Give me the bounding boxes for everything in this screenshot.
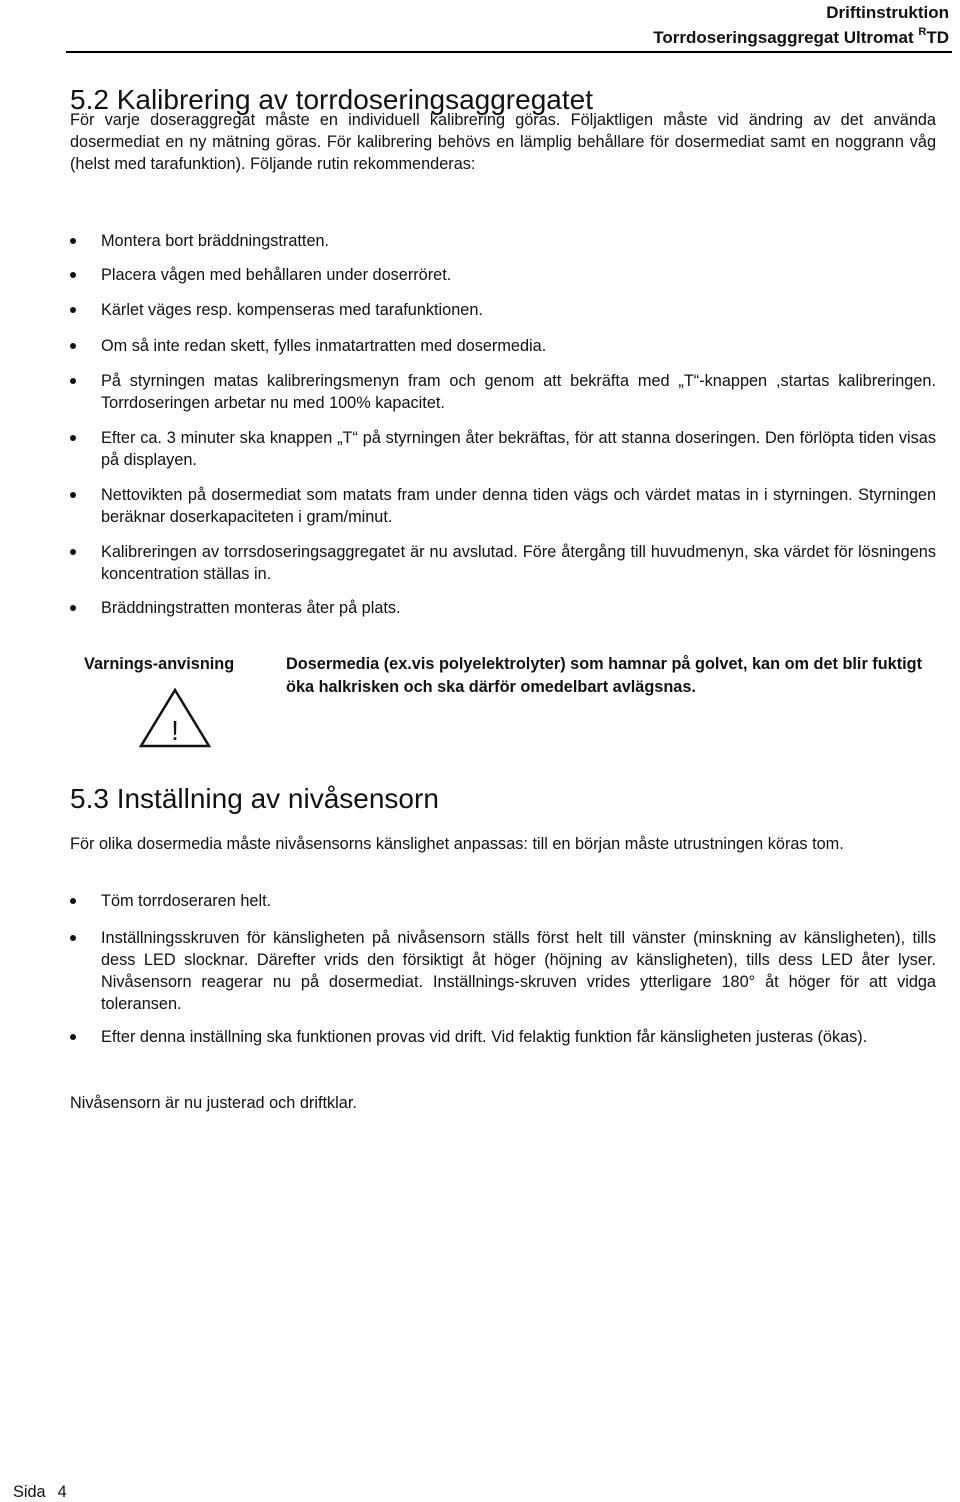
list-item: Placera vågen med behållaren under doserröret. xyxy=(70,264,936,286)
bullet-dot xyxy=(70,549,76,555)
bullet-dot xyxy=(70,435,76,441)
bullet-dot xyxy=(70,307,76,313)
warning-text: Dosermedia (ex.vis polyelektrolyter) som hamnar på golvet, kan om det blir fuktigt öka halkrisken och ska därför omedelbart avlägsnas. xyxy=(286,655,923,696)
page-label: Sida xyxy=(13,1483,46,1501)
product-suffix: TD xyxy=(926,28,949,47)
list-item: Kärlet väges resp. kompenseras med tarafunktionen. xyxy=(70,299,936,321)
page-number: 4 xyxy=(57,1483,67,1501)
section-5-3-intro: För olika dosermedia måste nivåsensorns känslighet anpassas: till en början måste utrustningen köras tom. xyxy=(70,835,844,853)
doc-type: Driftinstruktion xyxy=(826,3,949,22)
list-item: Nettovikten på dosermediat som matats fram under denna tiden vägs och värdet matas in i styrningen. Styrningen beräknar doserkapaciteten i gram/minut. xyxy=(70,484,936,528)
section-5-3-closing: Nivåsensorn är nu justerad och driftklar. xyxy=(70,1094,357,1112)
header-rule xyxy=(66,51,952,53)
bullet-dot xyxy=(70,343,76,349)
bullet-dot xyxy=(70,1034,76,1040)
list-item: Kalibreringen av torrsdoseringsaggregatet är nu avslutad. Före återgång till huvudmenyn, ska värdet för lösningens koncentration ställas in. xyxy=(70,541,936,585)
list-item: Efter ca. 3 minuter ska knappen „T“ på styrningen åter bekräftas, för att stanna doseringen. Den förlöpta tiden visas på displayen. xyxy=(70,427,936,471)
section-5-2-title: 5.2 Kalibrering av torrdoseringsaggregatet xyxy=(70,84,593,115)
registered-mark: R xyxy=(918,26,927,39)
list-item: Töm torrdoseraren helt. xyxy=(70,890,936,912)
bullet-dot xyxy=(70,898,76,904)
bullet-dot xyxy=(70,378,76,384)
warning-glyph: ! xyxy=(171,715,179,746)
warning-triangle-icon xyxy=(139,688,211,748)
section-5-3-title: 5.3 Inställning av nivåsensorn xyxy=(70,783,439,814)
list-item: Inställningsskruven för känsligheten på nivåsensorn ställs först helt till vänster (minskning av känsligheten), tills dess LED slocknar. Därefter vrids den försiktigt åt höger (höjning av känsligheten), tills dess LED åter lyser. Nivåsensorn reagerar nu på dosermediat. Inställnings-skruven vrides ytterligare 180° åt höger för att vidga toleransen. xyxy=(70,927,936,1015)
section-5-2-intro: För varje doseraggregat måste en individuell kalibrering göras. Följaktligen måste vid ändring av det använda dosermediat en ny mätning göras. För kalibrering behövs en lämplig behållare för dosermediat samt en noggrann våg (helst med tarafunktion). Följande rutin rekommenderas: xyxy=(70,111,936,173)
list-item: På styrningen matas kalibreringsmenyn fram och genom att bekräfta med „T“-knappen ,startas kalibreringen. Torrdoseringen arbetar nu med 100% kapacitet. xyxy=(70,370,936,414)
bullet-dot xyxy=(70,492,76,498)
product-line xyxy=(653,25,949,50)
list-item: Bräddningstratten monteras åter på plats. xyxy=(70,597,936,619)
bullet-dot xyxy=(70,935,76,941)
warning-label: Varnings-anvisning xyxy=(84,655,235,673)
page-footer xyxy=(13,1482,67,1502)
bullet-dot xyxy=(70,605,76,611)
bullet-dot xyxy=(70,238,76,244)
bullet-dot xyxy=(70,272,76,278)
list-item: Om så inte redan skett, fylles inmatartratten med dosermedia. xyxy=(70,335,936,357)
list-item: Efter denna inställning ska funktionen provas vid drift. Vid felaktig funktion får känsligheten justeras (ökas). xyxy=(70,1026,936,1048)
page-header xyxy=(653,0,949,50)
product-name: Torrdoseringsaggregat Ultromat xyxy=(653,28,914,47)
list-item: Montera bort bräddningstratten. xyxy=(70,230,936,252)
